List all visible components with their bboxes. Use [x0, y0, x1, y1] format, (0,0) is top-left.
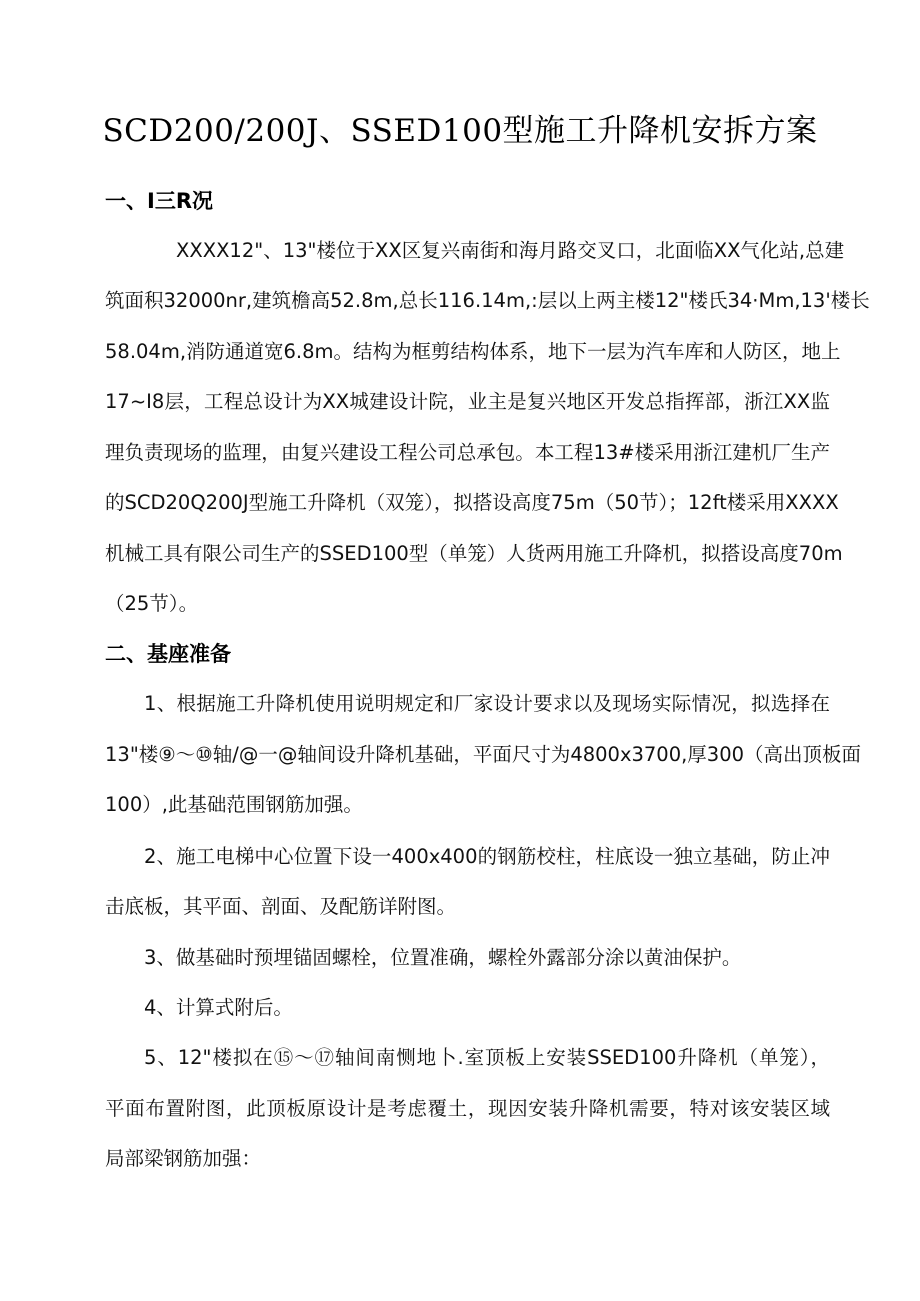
section-2-heading: 二、基座准备	[105, 642, 231, 666]
section-1-heading: 一、I三R况	[105, 189, 213, 213]
item-2-line: 击底板，其平面、剖面、及配筋详附图。	[105, 895, 457, 918]
section-1-line: （25节）。	[105, 592, 199, 615]
section-1-line: 58.04m,消防通道宽6.8m。结构为框剪结构体系，地下一层为汽车库和人防区，地上	[105, 340, 841, 363]
document-title: SCD200/200J、SSED100型施工升降机安拆方案	[102, 113, 818, 149]
item-5-line: 平面布置附图，此顶板原设计是考虑覆土，现因安装升降机需要，特对该安装区域	[105, 1097, 830, 1120]
item-5-line: 局部梁钢筋加强：	[105, 1147, 262, 1170]
section-1-line: 17~I8层，工程总设计为XX城建设计院，业主是复兴地区开发总指挥部，浙江XX监	[105, 390, 830, 413]
section-1-line: 筑面积32000nr,建筑檐高52.8m,总长116.14m,:层以上两主楼12"楼氏34·Mm,13'楼长	[105, 289, 870, 312]
item-1-line: 13"楼⑨～⑩轴/@一@轴间设升降机基础，平面尺寸为4800x3700,厚300（高出顶板面	[105, 743, 862, 766]
section-1-line: 的SCD20Q200J型施工升降机（双笼），拟搭设高度75m（50节）；12ft楼采用XXXX	[105, 491, 839, 514]
item-4-line: 4、计算式附后。	[144, 996, 293, 1019]
item-1-line: 1、根据施工升降机使用说明规定和厂家设计要求以及现场实际情况，拟选择在	[144, 692, 830, 715]
item-3-line: 3、做基础时预埋锚固螺栓，位置准确，螺栓外露部分涂以黄油保护。	[144, 946, 742, 969]
item-1-line: 100）,此基础范围钢筋加强。	[105, 793, 363, 816]
section-1-line: 理负责现场的监理，由复兴建设工程公司总承包。本工程13#楼采用浙江建机厂生产	[105, 441, 830, 464]
section-1-line: XXXX12"、13"楼位于XX区复兴南街和海月路交叉口，北面临XX气化站,总建	[176, 239, 845, 262]
item-2-line: 2、施工电梯中心位置下设一400x400的钢筋校柱，柱底设一独立基础，防止冲	[144, 845, 830, 868]
section-1-line: 机械工具有限公司生产的SSED100型（单笼）人货两用施工升降机，拟搭设高度70m	[105, 542, 843, 565]
item-5-line: 5、12"楼拟在⑮～⑰轴间南恻地卜.室顶板上安装SSED100升降机（单笼），	[144, 1046, 830, 1069]
